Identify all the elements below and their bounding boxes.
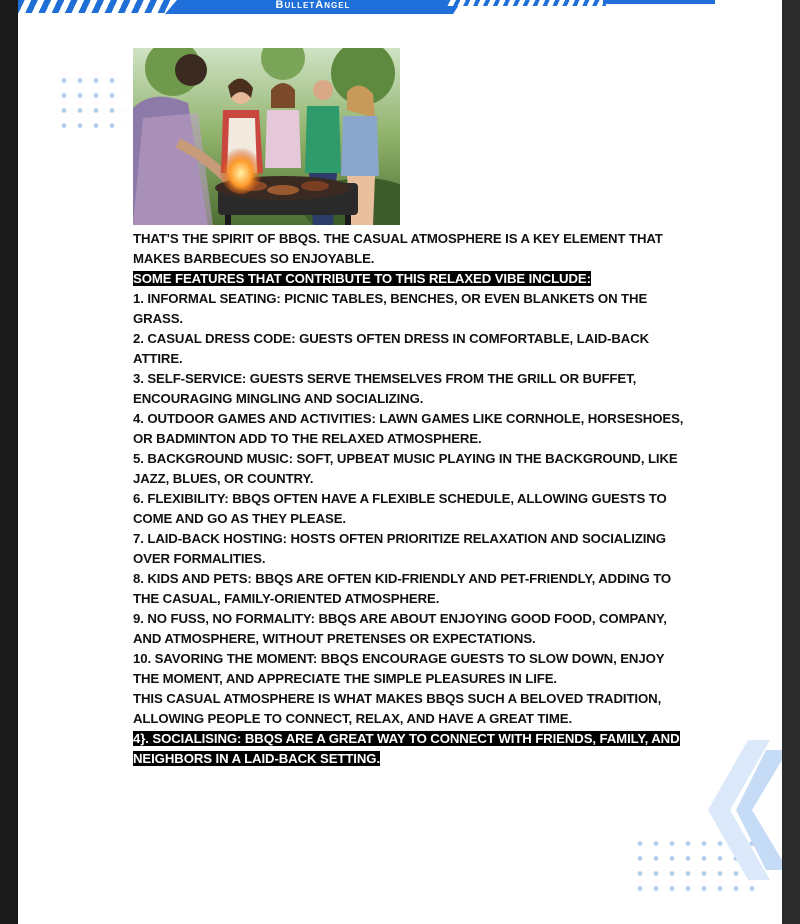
list-item: 5. BACKGROUND MUSIC: SOFT, UPBEAT MUSIC PLAYING IN THE BACKGROUND, LIKE JAZZ, BLUES, OR COUNTRY. (133, 451, 678, 486)
list-item: 8. KIDS AND PETS: BBQS ARE OFTEN KID-FRIENDLY AND PET-FRIENDLY, ADDING TO THE CASUAL, FAMILY-ORIENTED ATMOSPHERE. (133, 571, 672, 606)
brand-logo-text: BulletAngel (275, 0, 351, 11)
features-heading-highlight: SOME FEATURES THAT CONTRIBUTE TO THIS RELAXED VIBE INCLUDE: (133, 271, 591, 286)
intro-paragraph: THAT'S THE SPIRIT OF BBQS. THE CASUAL ATMOSPHERE IS A KEY ELEMENT THAT MAKES BARBECUES SO ENJOYABLE. (133, 231, 663, 266)
list-item: 4. OUTDOOR GAMES AND ACTIVITIES: LAWN GAMES LIKE CORNHOLE, HORSESHOES, OR BADMINTON ADD TO THE RELAXED ATMOSPHERE. (133, 411, 684, 446)
list-item: 6. FLEXIBILITY: BBQS OFTEN HAVE A FLEXIBLE SCHEDULE, ALLOWING GUESTS TO COME AND GO AS THEY PLEASE. (133, 491, 667, 526)
features-heading (133, 269, 693, 289)
section-4-highlight: 4}. SOCIALISING: BBQS ARE A GREAT WAY TO CONNECT WITH FRIENDS, FAMILY, AND NEIGHBORS IN A LAID-BACK SETTING. (133, 731, 680, 766)
list-item: 7. LAID-BACK HOSTING: HOSTS OFTEN PRIORITIZE RELAXATION AND SOCIALIZING OVER FORMALITIES. (133, 531, 666, 566)
article-body (133, 229, 693, 769)
header-stripes-right (446, 0, 606, 6)
decorative-dot-grid (56, 73, 126, 137)
header-bar-right (603, 0, 715, 4)
list-item: 10. SAVORING THE MOMENT: BBQS ENCOURAGE GUESTS TO SLOW DOWN, ENJOY THE MOMENT, AND APPRECIATE THE SIMPLE PLEASURES IN LIFE. (133, 651, 665, 686)
list-item: 2. CASUAL DRESS CODE: GUESTS OFTEN DRESS IN COMFORTABLE, LAID-BACK ATTIRE. (133, 331, 650, 366)
header-stripes-left (18, 0, 178, 13)
bbq-scene-image (133, 48, 400, 225)
section-4-paragraph (133, 729, 693, 769)
right-margin-strip (782, 0, 800, 924)
conclusion-paragraph: THIS CASUAL ATMOSPHERE IS WHAT MAKES BBQS SUCH A BELOVED TRADITION, ALLOWING PEOPLE TO CONNECT, RELAX, AND HAVE A GREAT TIME. (133, 691, 662, 726)
document-page (18, 0, 782, 924)
decorative-chevrons-icon (686, 740, 782, 880)
list-item: 9. NO FUSS, NO FORMALITY: BBQS ARE ABOUT ENJOYING GOOD FOOD, COMPANY, AND ATMOSPHERE, WITHOUT PRETENSES OR EXPECTATIONS. (133, 611, 667, 646)
list-item: 1. INFORMAL SEATING: PICNIC TABLES, BENCHES, OR EVEN BLANKETS ON THE GRASS. (133, 291, 648, 326)
bbq-photo (133, 48, 400, 225)
list-item: 3. SELF-SERVICE: GUESTS SERVE THEMSELVES FROM THE GRILL OR BUFFET, ENCOURAGING MINGLING AND SOCIALIZING. (133, 371, 637, 406)
